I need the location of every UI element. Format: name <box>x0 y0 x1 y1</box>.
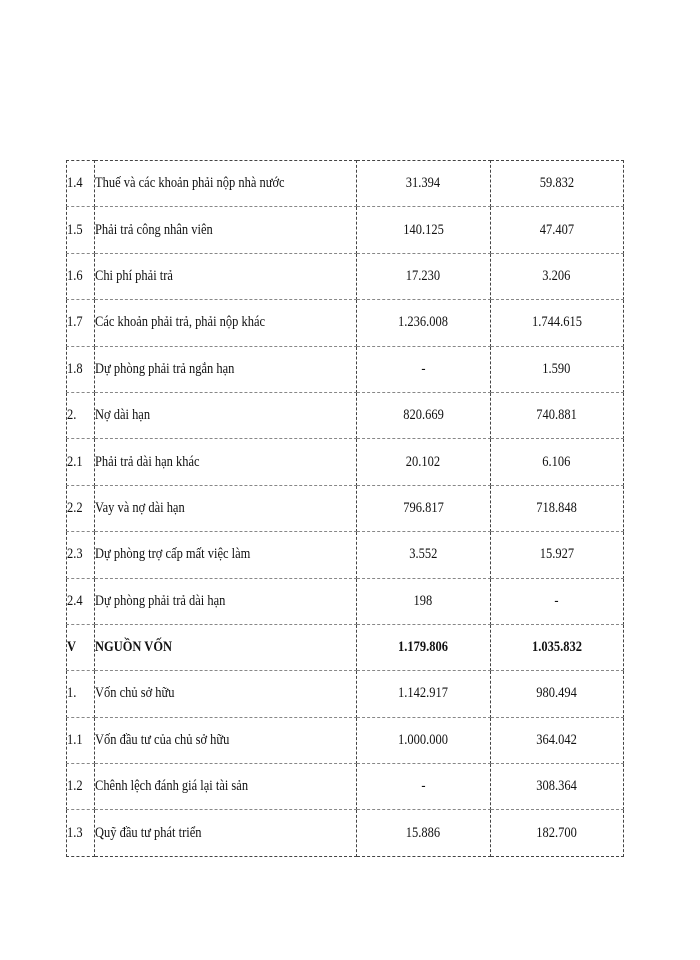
value-col2-cell <box>490 578 623 624</box>
table-row <box>67 532 624 578</box>
row-number-text: 1. <box>67 685 77 702</box>
item-name-cell <box>95 624 357 670</box>
item-name-text: Dự phòng phải trả ngắn hạn <box>95 360 235 377</box>
value-col2-text: 718.848 <box>536 499 578 516</box>
row-number-cell <box>67 439 95 485</box>
value-col1-text: 15.886 <box>406 824 441 841</box>
value-col1-text: 1.142.917 <box>398 685 449 702</box>
table-row <box>67 392 624 438</box>
item-name-cell <box>95 717 357 763</box>
row-number-text: 1.5 <box>67 221 83 238</box>
row-number-text: 1.4 <box>67 175 83 192</box>
table-row <box>67 671 624 717</box>
value-col2-text: 59.832 <box>539 175 574 192</box>
value-col2-text: 364.042 <box>536 731 578 748</box>
value-col2-cell <box>490 671 623 717</box>
item-name-cell <box>95 161 357 207</box>
value-col1-cell <box>357 439 490 485</box>
row-number-cell <box>67 253 95 299</box>
value-col2-text: - <box>554 592 559 609</box>
row-number-text: 1.8 <box>67 360 83 377</box>
value-col1-cell <box>357 161 490 207</box>
value-col1-cell <box>357 624 490 670</box>
value-col1-text: - <box>421 778 426 795</box>
value-col2-text: 6.106 <box>542 453 571 470</box>
item-name-cell <box>95 253 357 299</box>
value-col2-cell <box>490 300 623 346</box>
value-col1-text: 140.125 <box>403 221 444 238</box>
table-row <box>67 161 624 207</box>
item-name-cell <box>95 207 357 253</box>
value-col2-text: 308.364 <box>536 778 578 795</box>
value-col2-text: 980.494 <box>536 685 578 702</box>
table-row <box>67 485 624 531</box>
item-name-text: Quỹ đầu tư phát triển <box>95 824 202 841</box>
item-name-cell <box>95 392 357 438</box>
value-col1-cell <box>357 392 490 438</box>
item-name-text: Chi phí phải trả <box>95 267 174 284</box>
row-number-text: 1.2 <box>67 778 83 795</box>
value-col1-cell <box>357 810 490 856</box>
table-row <box>67 717 624 763</box>
item-name-text: Vay và nợ dài hạn <box>95 499 186 516</box>
table-row <box>67 253 624 299</box>
row-number-text: 1.7 <box>67 314 83 331</box>
value-col1-cell <box>357 300 490 346</box>
item-name-cell <box>95 300 357 346</box>
value-col2-text: 740.881 <box>536 407 578 424</box>
row-number-cell <box>67 578 95 624</box>
row-number-text: 1.1 <box>67 731 83 748</box>
value-col1-text: 1.000.000 <box>398 731 449 748</box>
value-col2-cell <box>490 764 623 810</box>
row-number-cell <box>67 392 95 438</box>
value-col1-cell <box>357 346 490 392</box>
item-name-text: NGUỒN VỐN <box>95 639 173 656</box>
value-col1-text: 198 <box>413 592 433 609</box>
row-number-cell <box>67 207 95 253</box>
value-col2-cell <box>490 161 623 207</box>
item-name-text: Dự phòng phải trả dài hạn <box>95 592 226 609</box>
value-col2-cell <box>490 392 623 438</box>
value-col2-cell <box>490 810 623 856</box>
value-col1-cell <box>357 764 490 810</box>
balance-sheet-table <box>66 160 624 857</box>
value-col1-text: 820.669 <box>403 407 444 424</box>
value-col2-cell <box>490 253 623 299</box>
item-name-text: Phải trả công nhân viên <box>95 221 214 238</box>
item-name-cell <box>95 764 357 810</box>
value-col2-cell <box>490 717 623 763</box>
row-number-cell <box>67 532 95 578</box>
table-row <box>67 624 624 670</box>
value-col2-text: 1.590 <box>542 360 571 377</box>
value-col1-text: 3.552 <box>409 546 438 563</box>
table-body <box>67 161 624 857</box>
item-name-text: Vốn đầu tư của chủ sở hữu <box>95 731 230 748</box>
value-col1-cell <box>357 253 490 299</box>
item-name-cell <box>95 439 357 485</box>
value-col1-cell <box>357 532 490 578</box>
row-number-cell <box>67 810 95 856</box>
table-row <box>67 578 624 624</box>
item-name-cell <box>95 810 357 856</box>
value-col2-cell <box>490 439 623 485</box>
item-name-text: Các khoản phải trả, phải nộp khác <box>95 314 266 331</box>
value-col2-cell <box>490 624 623 670</box>
row-number-cell <box>67 671 95 717</box>
value-col1-cell <box>357 578 490 624</box>
row-number-text: 2.3 <box>67 546 83 563</box>
row-number-cell <box>67 161 95 207</box>
item-name-text: Chênh lệch đánh giá lại tài sản <box>95 778 249 795</box>
item-name-cell <box>95 485 357 531</box>
value-col1-text: 31.394 <box>406 175 441 192</box>
value-col2-text: 47.407 <box>539 221 574 238</box>
value-col2-text: 3.206 <box>542 267 571 284</box>
table-row <box>67 207 624 253</box>
item-name-text: Vốn chủ sở hữu <box>95 685 175 702</box>
row-number-text: 1.3 <box>67 824 83 841</box>
item-name-cell <box>95 346 357 392</box>
row-number-text: 2. <box>67 407 77 424</box>
item-name-cell <box>95 671 357 717</box>
value-col1-text: 1.179.806 <box>398 639 449 656</box>
value-col2-text: 15.927 <box>539 546 574 563</box>
row-number-text: 2.4 <box>67 592 83 609</box>
row-number-text: 1.6 <box>67 267 83 284</box>
row-number-text: V <box>67 639 77 656</box>
value-col1-cell <box>357 485 490 531</box>
row-number-cell <box>67 346 95 392</box>
table-row <box>67 346 624 392</box>
value-col1-cell <box>357 207 490 253</box>
row-number-cell <box>67 717 95 763</box>
item-name-text: Dự phòng trợ cấp mất việc làm <box>95 546 251 563</box>
item-name-text: Phải trả dài hạn khác <box>95 453 200 470</box>
value-col2-cell <box>490 207 623 253</box>
row-number-cell <box>67 485 95 531</box>
item-name-text: Thuế và các khoản phải nộp nhà nước <box>95 175 285 192</box>
row-number-text: 2.2 <box>67 499 83 516</box>
value-col1-cell <box>357 671 490 717</box>
value-col2-cell <box>490 485 623 531</box>
value-col1-text: 17.230 <box>406 267 441 284</box>
table-row <box>67 764 624 810</box>
value-col1-text: 20.102 <box>406 453 441 470</box>
value-col1-text: - <box>421 360 426 377</box>
table-row <box>67 810 624 856</box>
value-col2-text: 1.035.832 <box>531 639 582 656</box>
item-name-cell <box>95 532 357 578</box>
table-row <box>67 300 624 346</box>
row-number-cell <box>67 764 95 810</box>
row-number-text: 2.1 <box>67 453 83 470</box>
value-col1-cell <box>357 717 490 763</box>
table-row <box>67 439 624 485</box>
item-name-text: Nợ dài hạn <box>95 407 151 424</box>
value-col2-cell <box>490 346 623 392</box>
value-col2-text: 1.744.615 <box>531 314 582 331</box>
row-number-cell <box>67 624 95 670</box>
row-number-cell <box>67 300 95 346</box>
value-col1-text: 1.236.008 <box>398 314 449 331</box>
value-col2-text: 182.700 <box>536 824 578 841</box>
value-col2-cell <box>490 532 623 578</box>
item-name-cell <box>95 578 357 624</box>
value-col1-text: 796.817 <box>403 499 444 516</box>
